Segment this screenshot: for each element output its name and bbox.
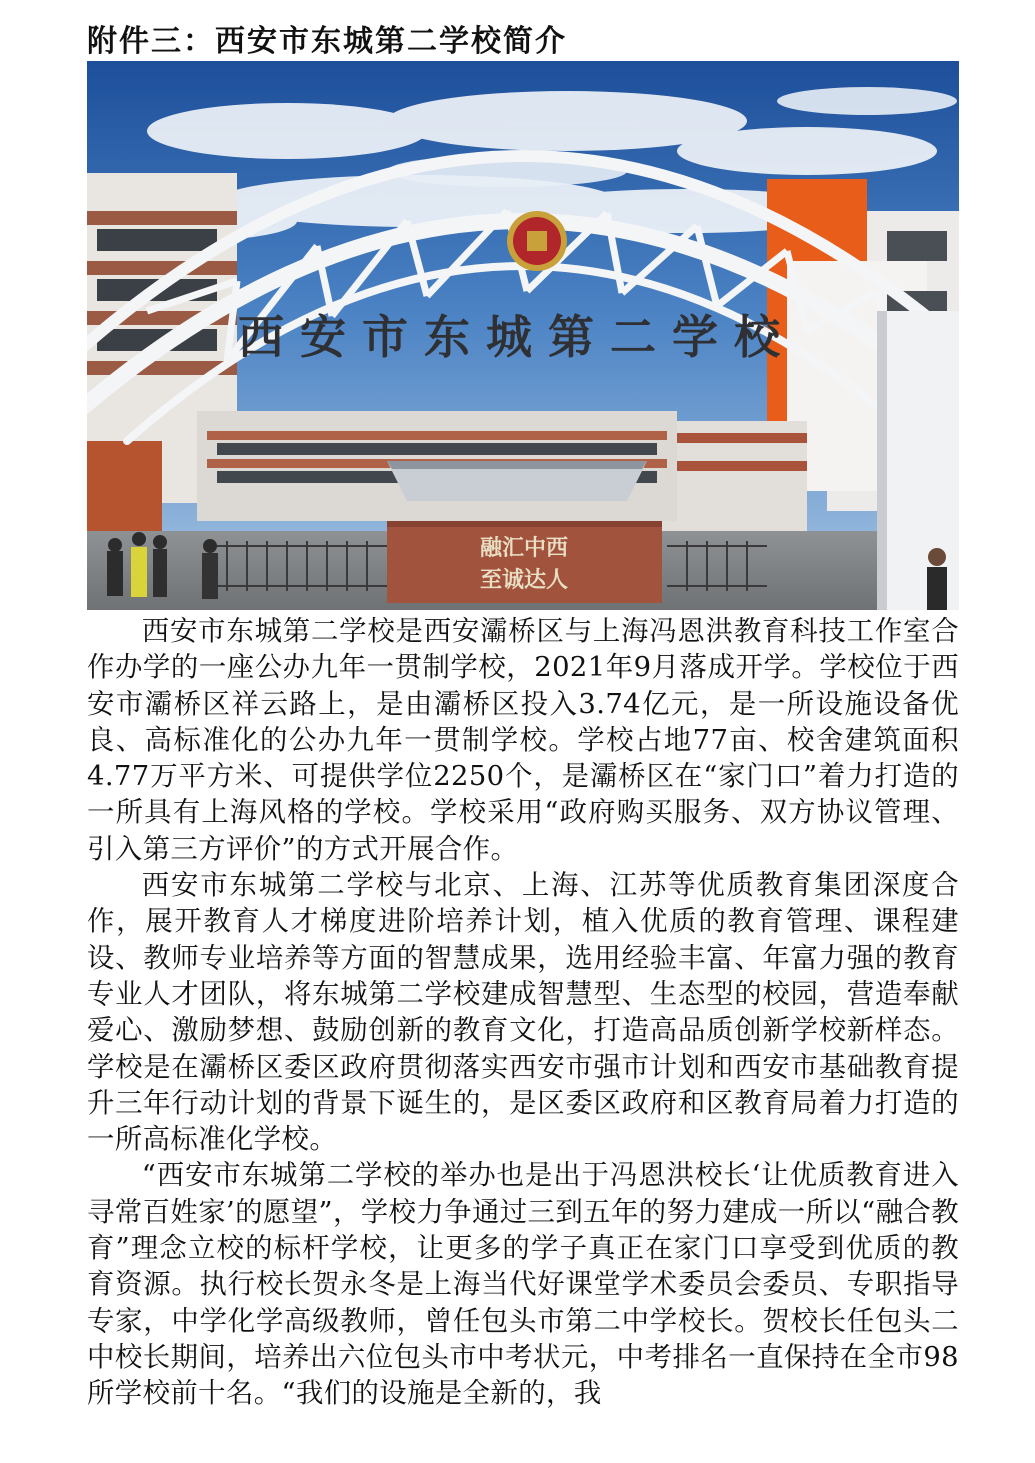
paragraph: “西安市东城第二学校的举办也是出于冯恩洪校长‘让优质教育进入寻常百姓家’的愿望”，学校力争通过三到五年的努力建成一所以“融合教育”理念立校的标杆学校，让更多的学子真正在家门口享受到优质的教育资源。执行校长贺永冬是上海当代好课堂学术委员会委员、专职指导专家，中学化学高级教师，曾任包头市第二中学校长。贺校长任包头二中校长期间，培养出六位包头市中考状元，中考排名一直保持在全市98所学校前十名。“我们的设施是全新的，我 xyxy=(87,1160,959,1410)
wall-sign-line2: 至诚达人 xyxy=(479,567,569,593)
document-title: 附件三：西安市东城第二学校简介 xyxy=(87,24,567,59)
school-gate-photo xyxy=(87,61,959,610)
wall-sign-line1: 融汇中西 xyxy=(479,535,569,561)
document-body xyxy=(87,614,959,1413)
gate-sign-text: 西安市东城第二学校 xyxy=(238,310,796,364)
paragraph: 西安市东城第二学校与北京、上海、江苏等优质教育集团深度合作，展开教育人才梯度进阶培养计划，植入优质的教育管理、课程建设、教师专业培养等方面的智慧成果，选用经验丰富、年富力强的教育专业人才团队，将东城第二学校建成智慧型、生态型的校园，营造奉献爱心、激励梦想、鼓励创新的教育文化，打造高品质创新学校新样态。学校是在灞桥区委区政府贯彻落实西安市强市计划和西安市基础教育提升三年行动计划的背景下诞生的，是区委区政府和区教育局着力打造的一所高标准化学校。 xyxy=(87,870,959,1156)
paragraph: 西安市东城第二学校是西安灞桥区与上海冯恩洪教育科技工作室合作办学的一座公办九年一贯制学校，2021年9月落成开学。学校位于西安市灞桥区祥云路上，是由灞桥区投入3.74亿元，是一所设施设备优良、高标准化的公办九年一贯制学校。学校占地77亩、校舍建筑面积4.77万平方米、可提供学位2250个，是灞桥区在“家门口”着力打造的一所具有上海风格的学校。学校采用“政府购买服务、双方协议管理、引入第三方评价”的方式开展合作。 xyxy=(87,616,959,865)
